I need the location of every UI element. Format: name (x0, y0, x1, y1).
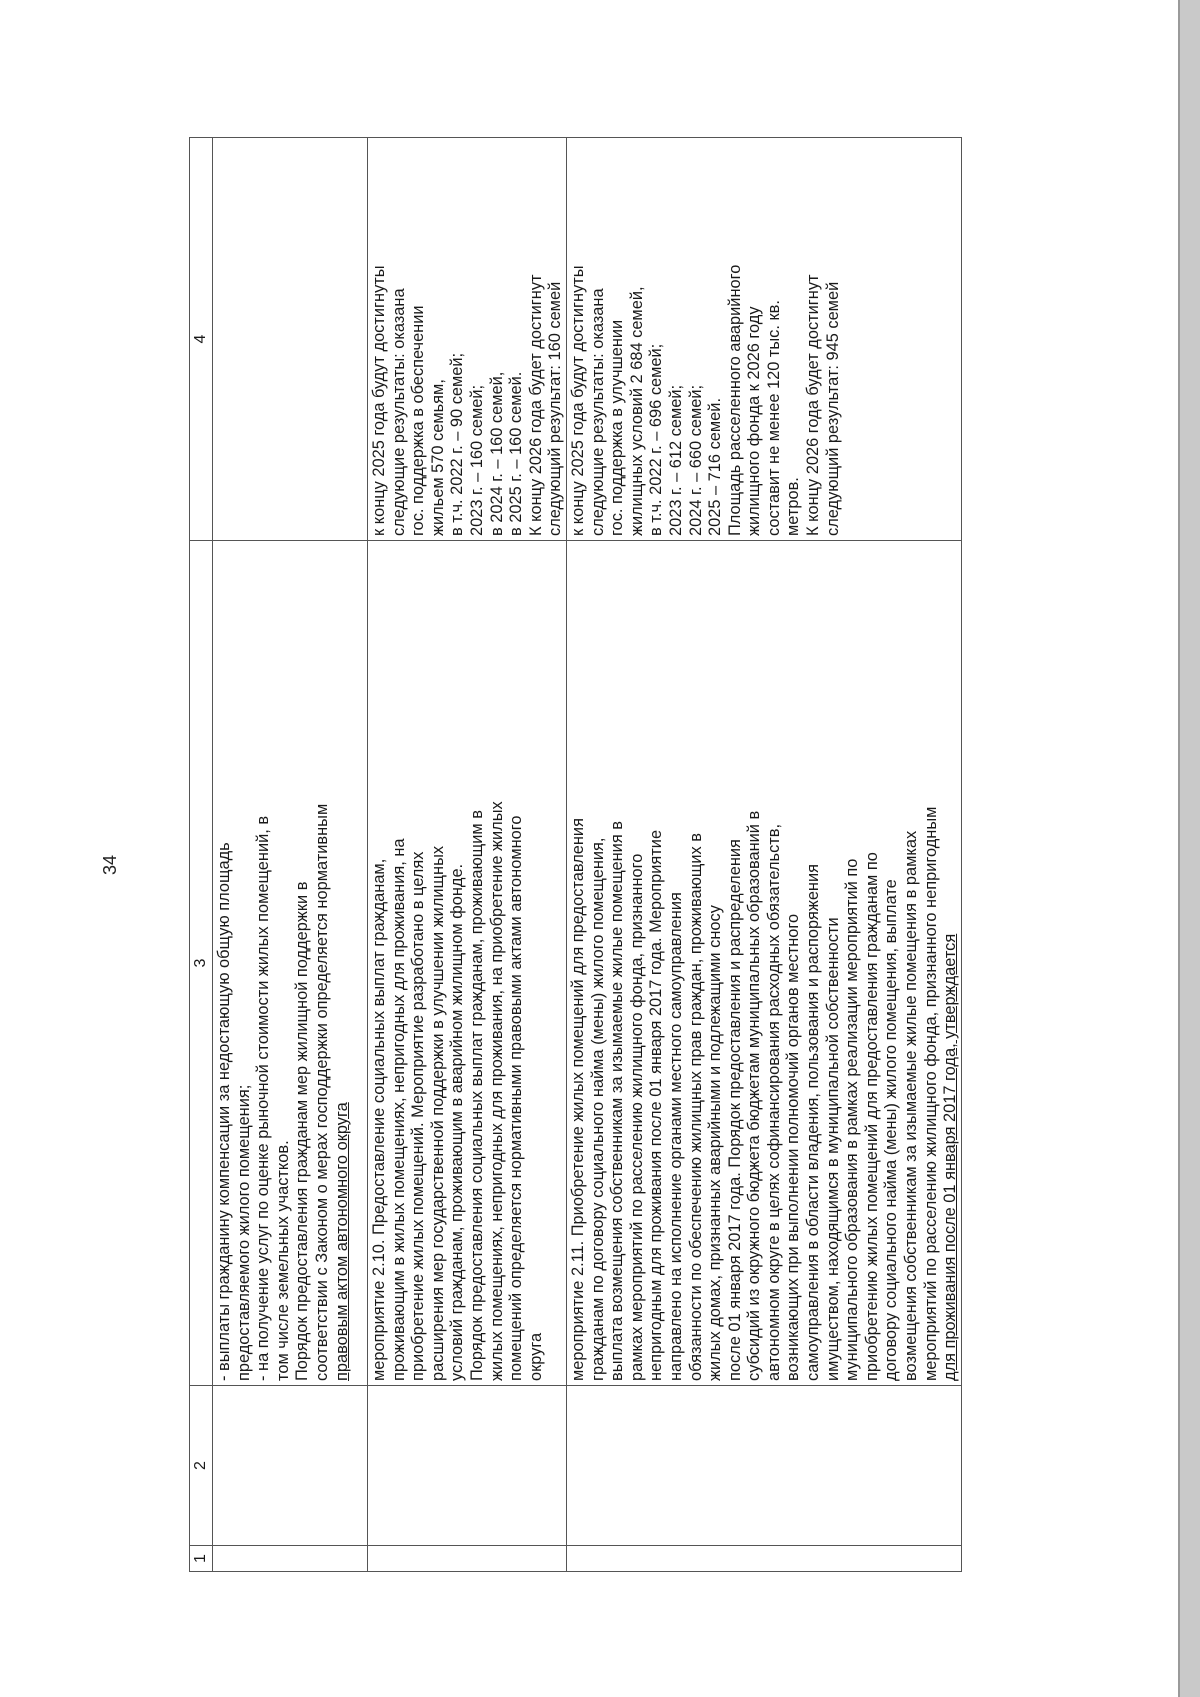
cell-line: в 2025 г. – 160 семей. (507, 371, 526, 536)
cell-col-1 (368, 1546, 567, 1572)
cell-line: том числе земельных участков. (273, 1140, 292, 1381)
cell-line: направлено на исполнение органами местного самоуправления (666, 892, 685, 1381)
cell-line: Порядок предоставления гражданам мер жилищной поддержки в (293, 881, 312, 1381)
cell-line: Площадь расселенного аварийного (725, 264, 744, 536)
cell-line: мероприятий по расселению жилищного фонда, признанного непригодным (921, 806, 940, 1381)
cell-line: приобретение жилых помещений. Мероприятие разработано в целях (409, 851, 428, 1381)
cell-line: автономном округе в целях софинансирования расходных обязательств, (764, 823, 783, 1381)
cell-line: следующий результат: 160 семей (546, 281, 565, 536)
header-col-1: 1 (190, 1546, 213, 1572)
cell-line: выплата возмещения собственникам за изымаемые жилые помещения в (608, 821, 627, 1381)
cell-line: - на получение услуг по оценке рыночной стоимости жилых помещений, в (254, 815, 273, 1381)
cell-line: имуществом, находящимся в муниципальной собственности (823, 917, 842, 1381)
cell-col-1 (566, 1546, 961, 1572)
rotated-table-container (189, 138, 1079, 1572)
cell-line: возмещения собственникам за изымаемые жилые помещения в рамках (902, 830, 921, 1381)
cell-line: условий гражданам, проживающим в аварийном жилищном фонде. (448, 863, 467, 1381)
cell-line: жилых помещениях, непригодных для проживания, на приобретение жилых (487, 801, 506, 1381)
cell-line: проживающим в жилых помещениях, непригодных для проживания, на (389, 838, 408, 1381)
cell-line: составит не менее 120 тыс. кв. (764, 300, 783, 536)
cell-line: непригодным для проживания после 01 января 2017 года. Мероприятие (647, 829, 666, 1381)
header-col-4: 4 (190, 138, 213, 541)
cell-line: следующий результат: 945 семей (823, 281, 842, 536)
cell-line: в 2024 г. – 160 семей, (487, 371, 506, 536)
cell-line: предоставляемого жилого помещения; (234, 1084, 253, 1381)
cell-line: мероприятие 2.11. Приобретение жилых помещений для предоставления (568, 818, 587, 1381)
table-header-row (190, 138, 213, 1572)
cell-line: метров. (784, 477, 803, 536)
page-number: 34 (100, 854, 120, 876)
cell-line: жилых домах, признанных аварийными и подлежащими сносу (706, 905, 725, 1381)
cell-line: после 01 января 2017 года. Порядок предоставления и распределения (725, 839, 744, 1381)
header-col-2: 2 (190, 1386, 213, 1546)
cell-line: 2024 г. – 660 семей; (686, 384, 705, 536)
cell-line: помещений определяется нормативными правовыми актами автономного (507, 815, 526, 1381)
cell-line: муниципального образования в рамках реализации мероприятий по (843, 858, 862, 1381)
cell-expected-results (368, 138, 567, 541)
cell-line: Порядок предоставления социальных выплат гражданам, проживающим в (467, 810, 486, 1381)
cell-line: соответствии с Законом о мерах господдержки определяется нормативным (312, 803, 331, 1381)
cell-line: рамках мероприятий по расселению жилищного фонда, признанного (627, 853, 646, 1381)
cell-col-2 (566, 1386, 961, 1546)
cell-line: - выплаты гражданину компенсации за недостающую общую площадь (215, 842, 233, 1381)
cell-line: К концу 2026 года будет достигнут (526, 274, 545, 536)
cell-line: расширения мер государственной поддержки в улучшении жилищных (428, 845, 447, 1381)
cell-expected-results (566, 138, 961, 541)
cell-line: возникающих при выполнении полномочий органов местного (784, 913, 803, 1381)
cell-line: в т.ч. 2022 г. – 696 семей; (647, 343, 666, 536)
cell-line: 2025 – 716 семей. (706, 398, 725, 536)
table-row (368, 138, 567, 1572)
cell-measure-description (368, 541, 567, 1386)
cell-line: округа (526, 1332, 545, 1381)
cell-expected-results (213, 138, 368, 541)
cell-line: следующие результаты: оказана (389, 288, 408, 536)
cell-line: субсидий из окружного бюджета бюджетам муниципальных образований в (745, 810, 764, 1381)
cell-line: в т.ч. 2022 г. – 90 семей; (448, 352, 467, 536)
cell-col-2 (213, 1386, 368, 1546)
cell-line: гос. поддержка в улучшении (608, 319, 627, 536)
cell-measure-description (566, 541, 961, 1386)
header-col-3: 3 (190, 541, 213, 1386)
cell-line: к концу 2025 года будут достигнуты (370, 265, 388, 536)
cell-line: договору социального найма (мены) жилого помещения, выплате (882, 879, 901, 1381)
cell-line: жилищных условий 2 684 семей, (627, 286, 646, 536)
cell-measure-description (213, 541, 368, 1386)
cell-line: гос. поддержка в обеспечении (409, 305, 428, 536)
cell-line: для проживания после 01 января 2017 года, утверждается (941, 933, 960, 1381)
cell-line: самоуправления в области владения, пользования и распоряжения (804, 863, 823, 1381)
cell-line: 2023 г. – 612 семей; (666, 384, 685, 536)
cell-line: 2023 г. – 160 семей; (467, 384, 486, 536)
cell-line: правовым актом автономного округа (332, 1102, 351, 1381)
table-row (566, 138, 961, 1572)
cell-line: К концу 2026 года будет достигнут (804, 274, 823, 536)
measures-table (189, 137, 962, 1572)
paper-edge (1178, 0, 1180, 1697)
cell-line: приобретению жилых помещений для предоставления гражданам по (862, 852, 881, 1381)
cell-line: мероприятие 2.10. Предоставление социальных выплат гражданам, (370, 858, 388, 1381)
cell-line: жильем 570 семьям, (428, 379, 447, 536)
cell-line: гражданам по договору социального найма (мены) жилого помещения, (588, 837, 607, 1381)
cell-line: к концу 2025 года будут достигнуты (568, 265, 587, 536)
cell-col-1 (213, 1546, 368, 1572)
table-row (213, 138, 368, 1572)
cell-line: жилищного фонда к 2026 году (745, 306, 764, 536)
cell-col-2 (368, 1386, 567, 1546)
cell-line: следующие результаты: оказана (588, 288, 607, 536)
cell-line: обязанности по обеспечению жилищных прав граждан, проживающих в (686, 833, 705, 1381)
